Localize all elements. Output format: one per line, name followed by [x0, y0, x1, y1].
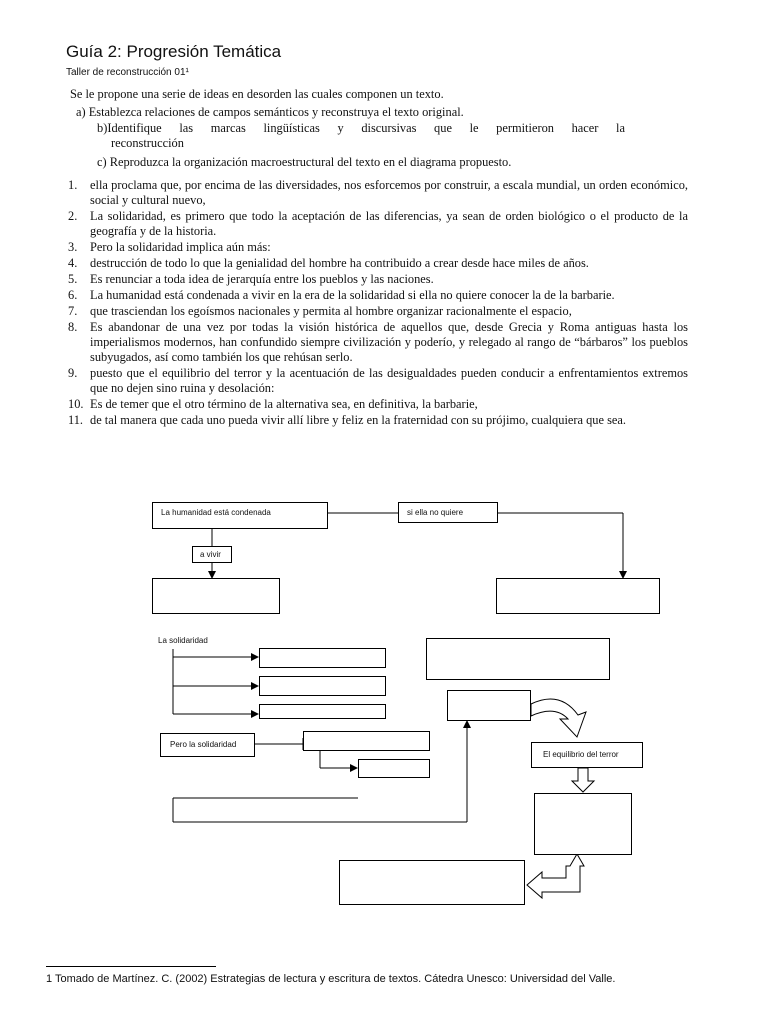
answer-box-solidaridad-2[interactable]: [259, 676, 386, 696]
box-humanidad: La humanidad está condenada: [152, 502, 328, 529]
label-solidaridad: La solidaridad: [158, 636, 208, 645]
idea-number: 11.: [68, 413, 84, 427]
idea-number: 2.: [68, 209, 78, 223]
answer-box-small[interactable]: [447, 690, 531, 721]
box-equilibrio: El equilibrio del terror: [531, 742, 643, 768]
footnote-divider: [46, 966, 216, 967]
instruction-c: c) Reproduzca la organización macroestructural del texto en el diagrama propuesto.: [97, 155, 512, 169]
idea-number: 3.: [68, 240, 78, 254]
box-pero: Pero la solidaridad: [160, 733, 255, 757]
idea-text: de tal manera que cada uno pueda vivir allí libre y feliz en la fraternidad con su prójimo, cualquiera que sea.: [90, 413, 627, 427]
idea-text: La humanidad está condenada a vivir en la era de la solidaridad si ella no quiere conocer la de la barbarie.: [90, 288, 615, 302]
answer-box-upper-right[interactable]: [426, 638, 610, 680]
page-title: Guía 2: Progresión Temática: [66, 42, 282, 61]
idea-number: 5.: [68, 272, 78, 286]
idea-text: Pero la solidaridad implica aún más:: [90, 240, 271, 254]
answer-box-pero-2[interactable]: [358, 759, 430, 778]
page-subtitle: Taller de reconstrucción 01¹: [66, 67, 189, 78]
answer-box-equilibrio[interactable]: [534, 793, 632, 855]
answer-box-bottom[interactable]: [339, 860, 525, 905]
answer-box-right[interactable]: [496, 578, 660, 614]
idea-number: 1.: [68, 178, 78, 192]
idea-text: que trasciendan los egoísmos nacionales y permita al hombre organizar racionalmente el espacio,: [90, 304, 572, 318]
instruction-b: b)Identifique las marcas lingüísticas y discursivas que le permitieron hacer la: [97, 121, 625, 135]
idea-number: 6.: [68, 288, 78, 302]
idea-text: puesto que el equilibrio del terror y la acentuación de las desigualdades pueden conducir a enfrentamientos extremos que no dejen sino ruina y desolación:: [90, 366, 688, 395]
answer-box-solidaridad-3[interactable]: [259, 704, 386, 719]
footnote: 1 Tomado de Martínez. C. (2002) Estrategias de lectura y escritura de textos. Cátedra Unesco: Universidad del Valle.: [46, 973, 616, 985]
intro-text: Se le propone una serie de ideas en desorden las cuales componen un texto.: [70, 87, 444, 101]
box-si-ella: si ella no quiere: [398, 502, 498, 523]
answer-box-solidaridad-1[interactable]: [259, 648, 386, 668]
idea-text: destrucción de todo lo que la genialidad del hombre ha contribuido a crear desde hace miles de años.: [90, 256, 589, 270]
idea-number: 9.: [68, 366, 78, 380]
answer-box-left[interactable]: [152, 578, 280, 614]
idea-text: Es de temer que el otro término de la alternativa sea, en definitiva, la barbarie,: [90, 397, 478, 411]
answer-box-pero-1[interactable]: [303, 731, 430, 751]
idea-number: 4.: [68, 256, 78, 270]
box-a-vivir: a vivir: [192, 546, 232, 563]
idea-text: ella proclama que, por encima de las diversidades, nos esforcemos por construir, a escala mundial, un orden económico, social y cultural nuevo,: [90, 178, 688, 207]
idea-text: Es abandonar de una vez por todas la visión histórica de aquellos que, desde Grecia y Roma antiguas hasta los imperialismos modernos, han confundido siempre civilización y poderío, y relegado al rango de “bárbaros” los pueblos subyugados, así como también los que rehúsan serlo.: [90, 320, 688, 364]
idea-number: 10.: [68, 397, 84, 411]
idea-number: 8.: [68, 320, 78, 334]
idea-text: Es renunciar a toda idea de jerarquía entre los pueblos y las naciones.: [90, 272, 434, 286]
instruction-a: a) Establezca relaciones de campos semánticos y reconstruya el texto original.: [76, 105, 464, 119]
idea-number: 7.: [68, 304, 78, 318]
idea-text: La solidaridad, es primero que todo la aceptación de las diferencias, ya sean de orden biológico o el producto de la geografía y de la historia.: [90, 209, 688, 238]
instruction-b-cont: reconstrucción: [111, 136, 184, 150]
